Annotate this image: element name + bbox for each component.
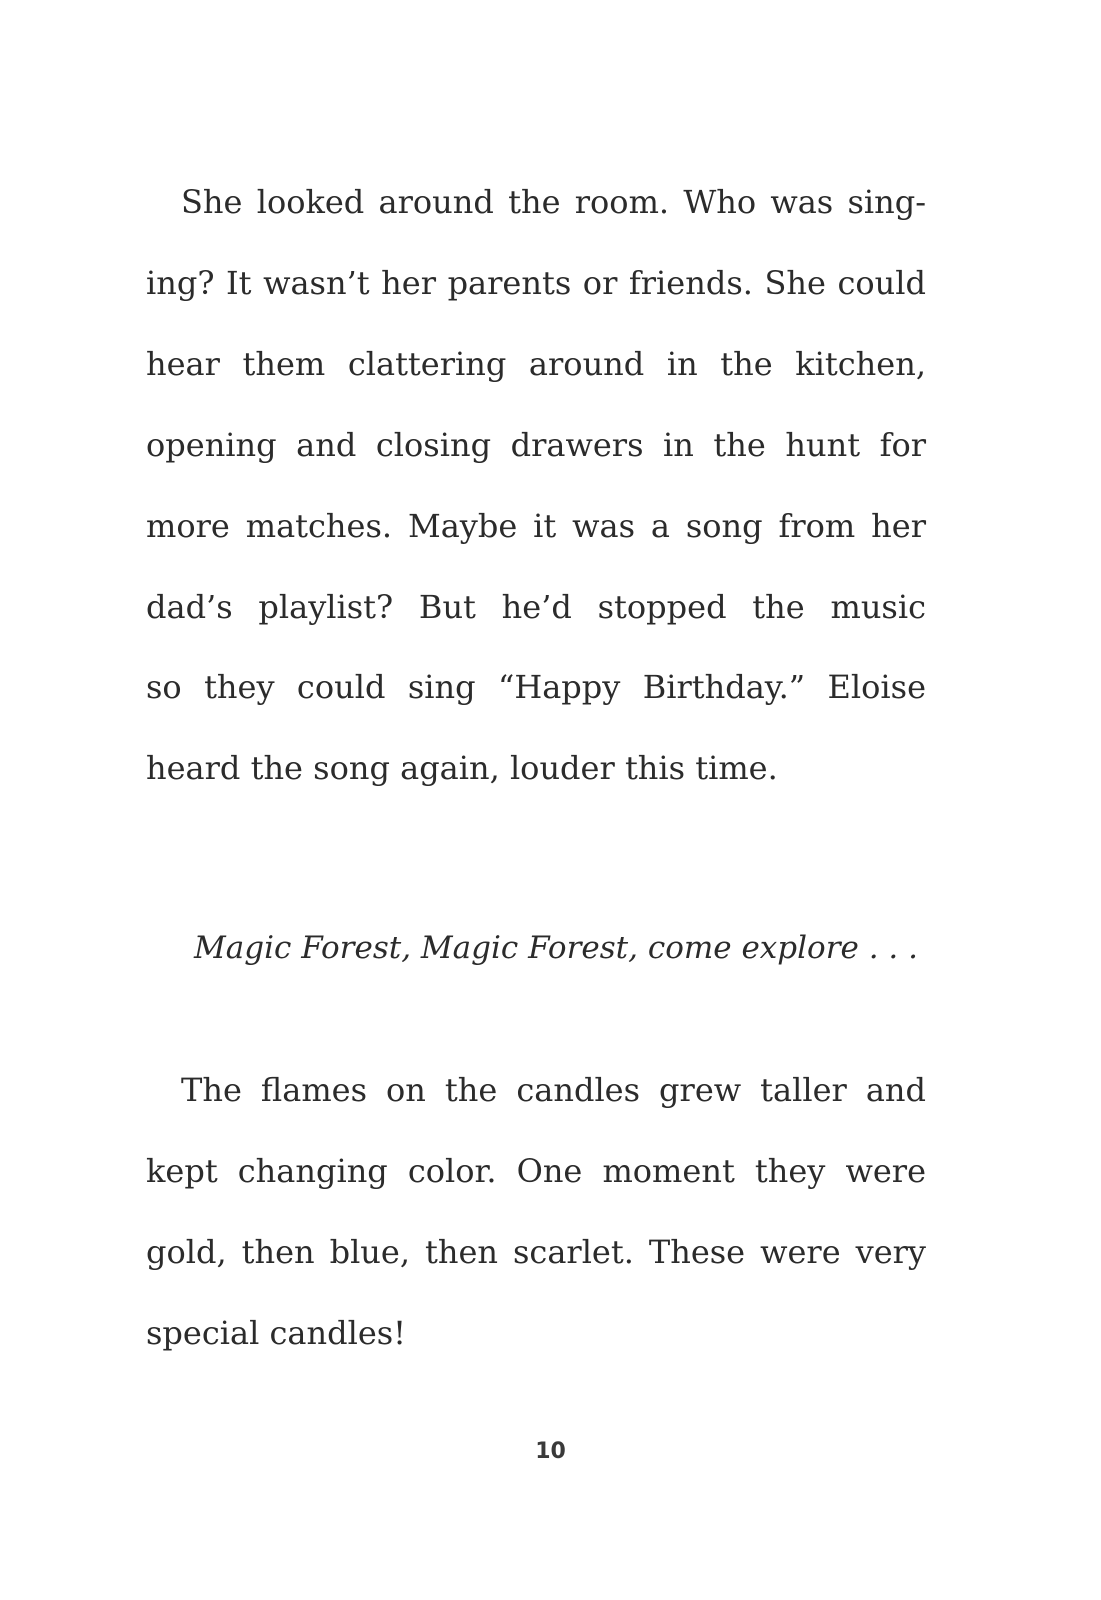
paragraph-1-line-2: ing? It wasn’t her parents or friends. She could: [146, 264, 926, 302]
paragraph-1-line-4: opening and closing drawers in the hunt for: [146, 426, 926, 464]
paragraph-1-line-6: dad’s playlist? But he’d stopped the music: [146, 588, 926, 626]
paragraph-2-line-4: special candles!: [146, 1314, 407, 1352]
paragraph-1-line-5: more matches. Maybe it was a song from her: [146, 507, 926, 545]
paragraph-1-line-1: She looked around the room. Who was sing-: [181, 183, 926, 221]
paragraph-1-line-8: heard the song again, louder this time.: [146, 749, 778, 787]
page-number: 10: [535, 1439, 566, 1464]
paragraph-2-line-3: gold, then blue, then scarlet. These were very: [146, 1233, 926, 1271]
paragraph-1-line-7: so they could sing “Happy Birthday.” Eloise: [146, 668, 926, 706]
song-lyric: Magic Forest, Magic Forest, come explore . . .: [194, 930, 918, 966]
paragraph-2-line-2: kept changing color. One moment they were: [146, 1152, 926, 1190]
paragraph-2-line-1: The flames on the candles grew taller and: [181, 1071, 926, 1109]
paragraph-1-line-3: hear them clattering around in the kitchen,: [146, 345, 926, 383]
